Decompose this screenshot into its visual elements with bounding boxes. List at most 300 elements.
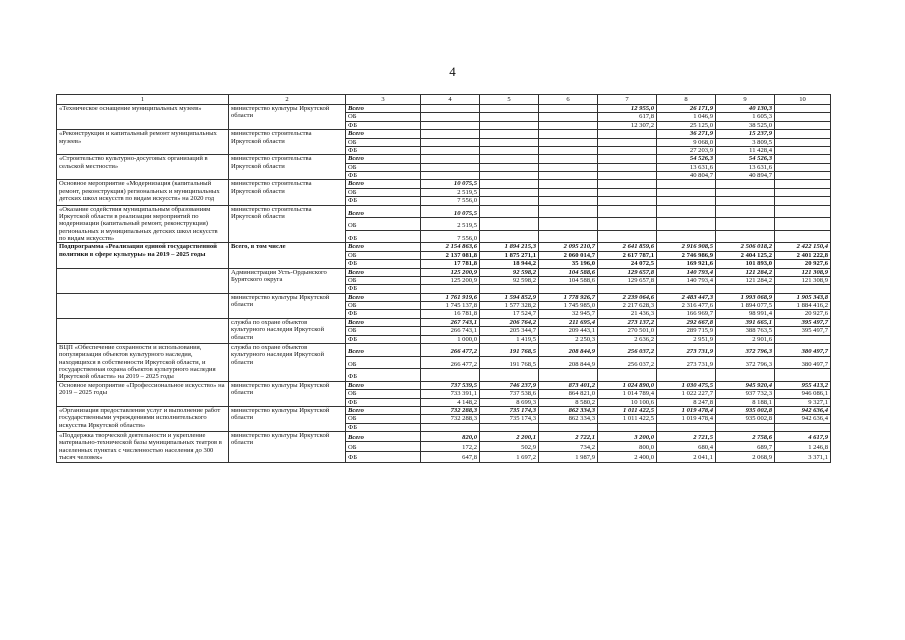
amount-cell: 12 307,2 bbox=[598, 121, 657, 129]
amount-cell bbox=[539, 163, 598, 171]
amount-cell: 1 019 478,4 bbox=[657, 415, 716, 423]
amount-cell: 11 428,4 bbox=[716, 146, 775, 154]
amount-cell bbox=[480, 130, 539, 138]
amount-cell: 13 631,6 bbox=[716, 163, 775, 171]
amount-cell bbox=[421, 163, 480, 171]
amount-cell: 395 497,7 bbox=[775, 327, 831, 335]
amount-cell bbox=[716, 197, 775, 205]
amount-cell: 391 665,1 bbox=[716, 318, 775, 326]
amount-cell: 1 905 343,8 bbox=[775, 293, 831, 301]
amount-cell: 1 884 416,2 bbox=[775, 302, 831, 310]
measure-name: ВЦП «Обеспечение сохранности и использования, популяризация объектов культурного наследия, находящихся в собственности Иркутской области, и государственная охрана объектов культурного наследия Иркутской области» на 2019 – 2025 годы bbox=[57, 343, 229, 381]
page-number: 4 bbox=[449, 64, 456, 79]
amount-cell: 647,8 bbox=[421, 452, 480, 462]
table-row bbox=[57, 381, 831, 389]
amount-cell bbox=[480, 369, 539, 382]
amount-cell: 172,2 bbox=[421, 442, 480, 452]
amount-cell bbox=[421, 130, 480, 138]
funding-source: Всего bbox=[346, 343, 421, 356]
funding-source: Всего bbox=[346, 293, 421, 301]
amount-cell bbox=[657, 205, 716, 218]
amount-cell: 2 068,9 bbox=[716, 452, 775, 462]
funding-source: ОБ bbox=[346, 113, 421, 121]
amount-cell: 266 743,1 bbox=[421, 327, 480, 335]
amount-cell: 1 019 478,4 bbox=[657, 406, 716, 414]
amount-cell: 2 722,1 bbox=[539, 432, 598, 442]
amount-cell bbox=[775, 230, 831, 243]
amount-cell: 1 000,0 bbox=[421, 335, 480, 343]
measure-name: Подпрограмма «Реализация единой государственной политики в сфере культуры» на 2019 – 2025 годы bbox=[57, 243, 229, 268]
executor-name: министерство культуры Иркутской области bbox=[229, 406, 346, 431]
column-number: 4 bbox=[421, 95, 480, 105]
amount-cell bbox=[598, 172, 657, 180]
amount-cell: 8 580,2 bbox=[539, 398, 598, 406]
amount-cell: 2 617 787,1 bbox=[598, 251, 657, 259]
executor-name: министерство строительства Иркутской области bbox=[229, 205, 346, 243]
amount-cell bbox=[598, 423, 657, 431]
amount-cell bbox=[480, 105, 539, 113]
amount-cell: 2 519,5 bbox=[421, 218, 480, 231]
amount-cell: 2 404 125,2 bbox=[716, 251, 775, 259]
amount-cell bbox=[480, 172, 539, 180]
amount-cell: 140 793,4 bbox=[657, 276, 716, 284]
amount-cell bbox=[775, 121, 831, 129]
amount-cell: 27 203,9 bbox=[657, 146, 716, 154]
amount-cell bbox=[657, 423, 716, 431]
amount-cell: 208 844,9 bbox=[539, 356, 598, 369]
amount-cell bbox=[716, 188, 775, 196]
executor-name: министерство культуры Иркутской области bbox=[229, 105, 346, 130]
amount-cell: 1 745 137,8 bbox=[421, 302, 480, 310]
amount-cell: 1 987,9 bbox=[539, 452, 598, 462]
amount-cell bbox=[775, 105, 831, 113]
table-row bbox=[57, 180, 831, 188]
amount-cell: 256 037,2 bbox=[598, 343, 657, 356]
amount-cell: 1 577 328,2 bbox=[480, 302, 539, 310]
amount-cell: 1 697,2 bbox=[480, 452, 539, 462]
funding-source: ОБ bbox=[346, 327, 421, 335]
amount-cell bbox=[539, 285, 598, 293]
amount-cell: 2 200,1 bbox=[480, 432, 539, 442]
table-row bbox=[57, 205, 831, 218]
amount-cell: 270 501,0 bbox=[598, 327, 657, 335]
amount-cell bbox=[480, 121, 539, 129]
amount-cell bbox=[480, 113, 539, 121]
amount-cell: 273 731,9 bbox=[657, 356, 716, 369]
funding-source: ФБ bbox=[346, 423, 421, 431]
amount-cell bbox=[539, 197, 598, 205]
amount-cell bbox=[539, 155, 598, 163]
amount-cell: 104 588,6 bbox=[539, 268, 598, 276]
amount-cell: 121 284,2 bbox=[716, 268, 775, 276]
measure-name bbox=[57, 293, 229, 318]
amount-cell: 266 477,2 bbox=[421, 343, 480, 356]
funding-source: ОБ bbox=[346, 390, 421, 398]
amount-cell: 12 955,0 bbox=[598, 105, 657, 113]
amount-cell: 945 920,4 bbox=[716, 381, 775, 389]
amount-cell: 735 174,3 bbox=[480, 406, 539, 414]
funding-source: ФБ bbox=[346, 197, 421, 205]
amount-cell bbox=[539, 130, 598, 138]
amount-cell: 166 969,7 bbox=[657, 310, 716, 318]
amount-cell bbox=[775, 180, 831, 188]
amount-cell bbox=[539, 218, 598, 231]
funding-source: Всего bbox=[346, 318, 421, 326]
amount-cell: 1 022 227,7 bbox=[657, 390, 716, 398]
funding-source: Всего bbox=[346, 432, 421, 442]
amount-cell: 4 617,9 bbox=[775, 432, 831, 442]
amount-cell: 2 137 081,8 bbox=[421, 251, 480, 259]
amount-cell bbox=[539, 138, 598, 146]
amount-cell bbox=[775, 163, 831, 171]
column-number: 3 bbox=[346, 95, 421, 105]
amount-cell: 101 893,0 bbox=[716, 260, 775, 268]
amount-cell: 208 844,9 bbox=[539, 343, 598, 356]
amount-cell bbox=[421, 423, 480, 431]
amount-cell bbox=[598, 138, 657, 146]
amount-cell bbox=[657, 180, 716, 188]
amount-cell bbox=[598, 218, 657, 231]
funding-source: ОБ bbox=[346, 218, 421, 231]
amount-cell bbox=[598, 285, 657, 293]
amount-cell: 140 793,4 bbox=[657, 268, 716, 276]
amount-cell: 732 288,3 bbox=[421, 415, 480, 423]
funding-source: Всего bbox=[346, 205, 421, 218]
amount-cell: 2 217 628,3 bbox=[598, 302, 657, 310]
amount-cell: 273 731,9 bbox=[657, 343, 716, 356]
amount-cell bbox=[539, 369, 598, 382]
amount-cell bbox=[539, 172, 598, 180]
amount-cell: 1 761 919,6 bbox=[421, 293, 480, 301]
amount-cell: 205 344,7 bbox=[480, 327, 539, 335]
amount-cell: 1 894 215,3 bbox=[480, 243, 539, 251]
amount-cell bbox=[775, 205, 831, 218]
amount-cell: 1 024 890,0 bbox=[598, 381, 657, 389]
amount-cell: 92 598,2 bbox=[480, 268, 539, 276]
amount-cell: 732 288,3 bbox=[421, 406, 480, 414]
amount-cell: 7 556,0 bbox=[421, 197, 480, 205]
amount-cell: 10 100,6 bbox=[598, 398, 657, 406]
amount-cell bbox=[421, 285, 480, 293]
amount-cell bbox=[480, 285, 539, 293]
amount-cell bbox=[539, 180, 598, 188]
amount-cell: 1 246,8 bbox=[775, 442, 831, 452]
amount-cell: 955 413,2 bbox=[775, 381, 831, 389]
table-header-row bbox=[57, 95, 831, 105]
amount-cell: 267 743,1 bbox=[421, 318, 480, 326]
amount-cell: 735 174,3 bbox=[480, 415, 539, 423]
amount-cell: 733 391,1 bbox=[421, 390, 480, 398]
amount-cell: 25 125,0 bbox=[657, 121, 716, 129]
amount-cell bbox=[598, 155, 657, 163]
amount-cell: 1 605,3 bbox=[716, 113, 775, 121]
measure-name: Основное мероприятие «Модернизация (капитальный ремонт, реконструкция) региональных и муниципальных детских школ искусств по видам искусств» на 2020 год bbox=[57, 180, 229, 205]
amount-cell: 9 327,1 bbox=[775, 398, 831, 406]
funding-source: ОБ bbox=[346, 138, 421, 146]
amount-cell: 125 200,9 bbox=[421, 276, 480, 284]
funding-source: ОБ bbox=[346, 442, 421, 452]
amount-cell: 2 746 986,9 bbox=[657, 251, 716, 259]
amount-cell: 191 768,5 bbox=[480, 356, 539, 369]
funding-source: ФБ bbox=[346, 369, 421, 382]
executor-name: министерство строительства Иркутской области bbox=[229, 130, 346, 155]
amount-cell: 800,0 bbox=[598, 442, 657, 452]
executor-name: министерство культуры Иркутской области bbox=[229, 293, 346, 318]
amount-cell: 2 422 150,4 bbox=[775, 243, 831, 251]
amount-cell bbox=[775, 335, 831, 343]
amount-cell: 15 237,9 bbox=[716, 130, 775, 138]
table-row bbox=[57, 293, 831, 301]
amount-cell: 746 237,9 bbox=[480, 381, 539, 389]
executor-name: служба по охране объектов культурного наследия Иркутской области bbox=[229, 318, 346, 343]
amount-cell bbox=[598, 180, 657, 188]
executor-name: Всего, в том числе bbox=[229, 243, 346, 268]
amount-cell: 502,9 bbox=[480, 442, 539, 452]
amount-cell: 8 247,8 bbox=[657, 398, 716, 406]
table-row bbox=[57, 105, 831, 113]
amount-cell bbox=[775, 188, 831, 196]
measure-name: Основное мероприятие «Профессиональное искусство» на 2019 – 2025 годы bbox=[57, 381, 229, 406]
amount-cell: 380 497,7 bbox=[775, 343, 831, 356]
amount-cell bbox=[539, 205, 598, 218]
amount-cell bbox=[598, 205, 657, 218]
amount-cell bbox=[775, 369, 831, 382]
amount-cell: 121 308,9 bbox=[775, 268, 831, 276]
funding-source: ФБ bbox=[346, 285, 421, 293]
column-number: 8 bbox=[657, 95, 716, 105]
amount-cell: 40 804,7 bbox=[657, 172, 716, 180]
amount-cell: 17 524,7 bbox=[480, 310, 539, 318]
funding-source: ФБ bbox=[346, 172, 421, 180]
funding-source: ОБ bbox=[346, 163, 421, 171]
amount-cell: 104 588,6 bbox=[539, 276, 598, 284]
funding-source: Всего bbox=[346, 180, 421, 188]
amount-cell: 7 556,0 bbox=[421, 230, 480, 243]
amount-cell bbox=[539, 188, 598, 196]
amount-cell: 372 796,3 bbox=[716, 356, 775, 369]
amount-cell bbox=[775, 423, 831, 431]
amount-cell bbox=[657, 197, 716, 205]
table-row bbox=[57, 432, 831, 442]
amount-cell bbox=[775, 155, 831, 163]
amount-cell: 4 148,2 bbox=[421, 398, 480, 406]
amount-cell bbox=[598, 163, 657, 171]
amount-cell: 40 130,3 bbox=[716, 105, 775, 113]
amount-cell: 206 764,2 bbox=[480, 318, 539, 326]
measure-name: «Реконструкция и капитальный ремонт муниципальных музеев» bbox=[57, 130, 229, 155]
amount-cell: 8 188,1 bbox=[716, 398, 775, 406]
amount-cell bbox=[657, 369, 716, 382]
funding-source: Всего bbox=[346, 381, 421, 389]
amount-cell: 862 334,3 bbox=[539, 406, 598, 414]
amount-cell: 13 631,6 bbox=[657, 163, 716, 171]
measure-name: «Техническое оснащение муниципальных музеев» bbox=[57, 105, 229, 130]
amount-cell: 2 250,3 bbox=[539, 335, 598, 343]
amount-cell bbox=[539, 423, 598, 431]
amount-cell: 256 037,2 bbox=[598, 356, 657, 369]
column-number: 10 bbox=[775, 95, 831, 105]
column-number: 9 bbox=[716, 95, 775, 105]
amount-cell bbox=[716, 230, 775, 243]
amount-cell: 1 011 422,5 bbox=[598, 406, 657, 414]
funding-source: ОБ bbox=[346, 276, 421, 284]
amount-cell: 946 086,1 bbox=[775, 390, 831, 398]
funding-source: ФБ bbox=[346, 260, 421, 268]
amount-cell: 20 927,6 bbox=[775, 310, 831, 318]
amount-cell: 942 636,4 bbox=[775, 415, 831, 423]
amount-cell bbox=[657, 218, 716, 231]
funding-source: ОБ bbox=[346, 356, 421, 369]
amount-cell: 820,0 bbox=[421, 432, 480, 442]
table-row bbox=[57, 130, 831, 138]
table-row bbox=[57, 155, 831, 163]
funding-source: ОБ bbox=[346, 251, 421, 259]
amount-cell: 125 200,9 bbox=[421, 268, 480, 276]
amount-cell: 2 239 064,6 bbox=[598, 293, 657, 301]
amount-cell: 689,7 bbox=[716, 442, 775, 452]
amount-cell: 2 758,6 bbox=[716, 432, 775, 442]
amount-cell: 942 636,4 bbox=[775, 406, 831, 414]
amount-cell: 2 721,5 bbox=[657, 432, 716, 442]
amount-cell bbox=[539, 121, 598, 129]
funding-source: ОБ bbox=[346, 415, 421, 423]
amount-cell: 2 095 210,7 bbox=[539, 243, 598, 251]
amount-cell: 98 991,4 bbox=[716, 310, 775, 318]
measure-name: «Организация предоставления услуг и выполнение работ государственными учреждениями исполнительского искусства Иркутской области» bbox=[57, 406, 229, 431]
amount-cell: 864 821,0 bbox=[539, 390, 598, 398]
amount-cell bbox=[480, 155, 539, 163]
amount-cell: 10 075,5 bbox=[421, 180, 480, 188]
amount-cell bbox=[539, 230, 598, 243]
amount-cell bbox=[598, 130, 657, 138]
amount-cell: 266 477,2 bbox=[421, 356, 480, 369]
amount-cell: 2 316 477,6 bbox=[657, 302, 716, 310]
amount-cell: 1 993 068,9 bbox=[716, 293, 775, 301]
executor-name: министерство строительства Иркутской области bbox=[229, 180, 346, 205]
amount-cell: 862 334,3 bbox=[539, 415, 598, 423]
amount-cell: 191 768,5 bbox=[480, 343, 539, 356]
amount-cell: 1 030 475,5 bbox=[657, 381, 716, 389]
amount-cell: 209 443,1 bbox=[539, 327, 598, 335]
table-row bbox=[57, 406, 831, 414]
amount-cell bbox=[480, 138, 539, 146]
amount-cell bbox=[775, 130, 831, 138]
amount-cell bbox=[775, 146, 831, 154]
amount-cell: 617,8 bbox=[598, 113, 657, 121]
column-number: 6 bbox=[539, 95, 598, 105]
amount-cell: 36 271,9 bbox=[657, 130, 716, 138]
funding-source: ОБ bbox=[346, 188, 421, 196]
column-number: 1 bbox=[57, 95, 229, 105]
amount-cell: 380 497,7 bbox=[775, 356, 831, 369]
amount-cell bbox=[421, 146, 480, 154]
amount-cell: 35 196,0 bbox=[539, 260, 598, 268]
funding-source: ФБ bbox=[346, 335, 421, 343]
amount-cell: 737 539,5 bbox=[421, 381, 480, 389]
amount-cell bbox=[598, 369, 657, 382]
table-row bbox=[57, 243, 831, 251]
amount-cell bbox=[421, 138, 480, 146]
amount-cell bbox=[480, 146, 539, 154]
amount-cell: 2 951,9 bbox=[657, 335, 716, 343]
amount-cell bbox=[421, 155, 480, 163]
amount-cell: 20 927,6 bbox=[775, 260, 831, 268]
amount-cell: 2 401 222,8 bbox=[775, 251, 831, 259]
amount-cell: 734,2 bbox=[539, 442, 598, 452]
amount-cell: 873 401,2 bbox=[539, 381, 598, 389]
amount-cell: 38 525,0 bbox=[716, 121, 775, 129]
amount-cell bbox=[775, 138, 831, 146]
amount-cell: 169 921,6 bbox=[657, 260, 716, 268]
amount-cell: 21 436,3 bbox=[598, 310, 657, 318]
amount-cell bbox=[421, 369, 480, 382]
amount-cell bbox=[775, 172, 831, 180]
amount-cell: 211 695,4 bbox=[539, 318, 598, 326]
funding-source: Всего bbox=[346, 243, 421, 251]
amount-cell: 935 002,8 bbox=[716, 406, 775, 414]
amount-cell: 273 137,2 bbox=[598, 318, 657, 326]
amount-cell: 3 200,0 bbox=[598, 432, 657, 442]
amount-cell: 54 526,3 bbox=[657, 155, 716, 163]
column-number: 2 bbox=[229, 95, 346, 105]
amount-cell bbox=[480, 197, 539, 205]
executor-name: министерство строительства Иркутской области bbox=[229, 155, 346, 180]
amount-cell bbox=[657, 188, 716, 196]
amount-cell: 2 483 447,3 bbox=[657, 293, 716, 301]
amount-cell: 1 875 271,1 bbox=[480, 251, 539, 259]
budget-table bbox=[56, 94, 831, 463]
amount-cell bbox=[480, 218, 539, 231]
amount-cell bbox=[716, 423, 775, 431]
amount-cell bbox=[480, 188, 539, 196]
amount-cell bbox=[421, 113, 480, 121]
table-row bbox=[57, 343, 831, 356]
funding-source: ФБ bbox=[346, 121, 421, 129]
amount-cell: 737 538,6 bbox=[480, 390, 539, 398]
amount-cell: 9 068,0 bbox=[657, 138, 716, 146]
amount-cell: 121 284,2 bbox=[716, 276, 775, 284]
amount-cell bbox=[657, 230, 716, 243]
amount-cell: 2 519,5 bbox=[421, 188, 480, 196]
amount-cell: 2 060 014,7 bbox=[539, 251, 598, 259]
amount-cell bbox=[539, 146, 598, 154]
amount-cell: 937 732,3 bbox=[716, 390, 775, 398]
amount-cell: 2 916 908,5 bbox=[657, 243, 716, 251]
amount-cell: 121 308,9 bbox=[775, 276, 831, 284]
amount-cell: 395 497,7 bbox=[775, 318, 831, 326]
amount-cell: 24 072,5 bbox=[598, 260, 657, 268]
amount-cell bbox=[480, 423, 539, 431]
amount-cell bbox=[598, 230, 657, 243]
amount-cell: 2 041,1 bbox=[657, 452, 716, 462]
funding-source: ФБ bbox=[346, 398, 421, 406]
amount-cell bbox=[775, 285, 831, 293]
funding-source: ФБ bbox=[346, 230, 421, 243]
amount-cell: 40 894,7 bbox=[716, 172, 775, 180]
amount-cell: 1 046,9 bbox=[657, 113, 716, 121]
amount-cell: 935 002,8 bbox=[716, 415, 775, 423]
funding-source: Всего bbox=[346, 155, 421, 163]
measure-name: «Оказание содействия муниципальным образованиям Иркутской области в реализации мероприятий по модернизации (капитальный ремонт, реконструкция) региональных и муниципальных детских школ искусств по видам искусств» bbox=[57, 205, 229, 243]
amount-cell: 388 763,5 bbox=[716, 327, 775, 335]
amount-cell bbox=[716, 218, 775, 231]
measure-name bbox=[57, 268, 229, 293]
amount-cell: 17 781,8 bbox=[421, 260, 480, 268]
amount-cell bbox=[480, 180, 539, 188]
amount-cell: 16 781,8 bbox=[421, 310, 480, 318]
column-number: 5 bbox=[480, 95, 539, 105]
table-row bbox=[57, 318, 831, 326]
